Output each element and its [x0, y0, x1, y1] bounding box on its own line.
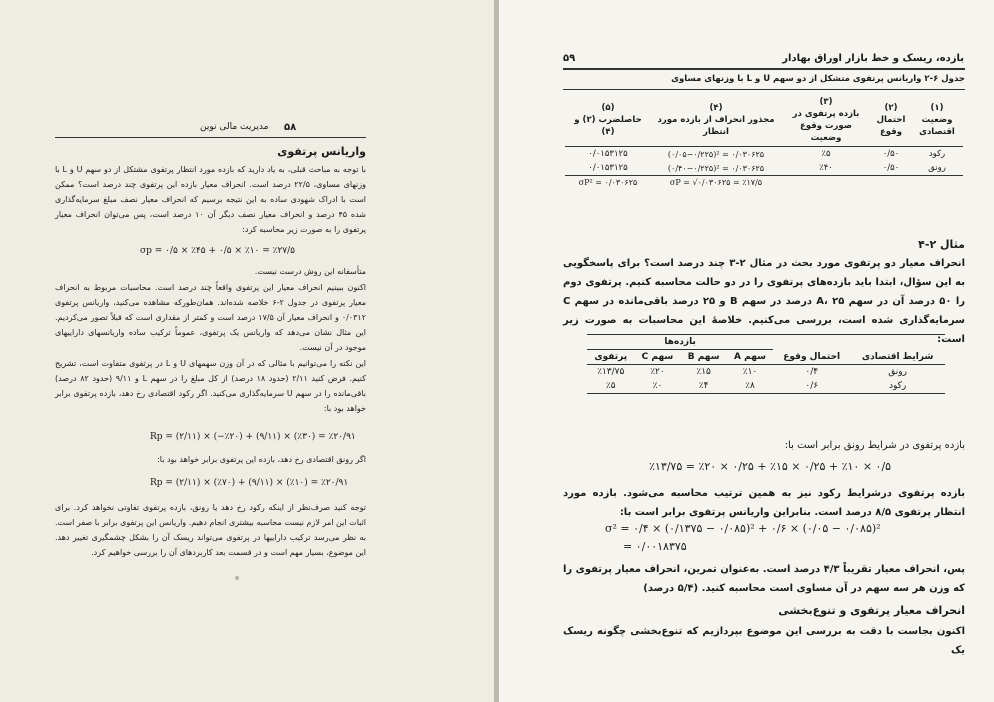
formula-naive-sd: σp = ۰/۵ × ٪۴۵ + ۰/۵ × ٪۱۰ = ٪۲۷/۵ [140, 246, 295, 256]
formula-boom-return: Rp = (۲/۱۱) × (٪۷۰) + (۹/۱۱) × (٪۱۰) = ٪۲۰/۹۱ [150, 478, 349, 488]
paragraph: اکنون ببینیم انحراف معیار این پرتفوی واقعاً چند درصد است. محاسبات مربوط به انحراف معیار پرتفوی در جدول ۲-۶ خلاصه شده‌اند. همان‌طورکه مشاهده می‌کنید، واریانس پرتفوی ۰/۰۳۱۲ و انحراف معیار آن ۱۷/۵ درصد است و کمتر از مقداری است که قبلاً تصور می‌کردیم. این مثال نشان می‌دهد که واریانس یک پرتفوی، عموماً ترکیب ساده واریانسهای داراییهای موجود در آن نیست. [55, 283, 366, 352]
column-header: (۱) وضعیت اقتصادی [911, 94, 963, 147]
returns-group-header: بازده‌ها [587, 335, 773, 350]
right-page [499, 0, 994, 702]
paragraph: این نکته را می‌توانیم با مثالی که در آن وزن سهمهای U و L در پرتفوی متفاوت است، تشریح کنیم. فرض کنید ۲/۱۱ (حدود ۱۸ درصد) از کل مبلغ را در سهم L و ۹/۱۱ (حدود ۸۲ درصد) باقی‌مانده را در سهم U سرمایه‌گذاری می‌کنید. اگر رکود اقتصادی رخ دهد، بازده پرتفوی برابر خواهد بود با: [55, 359, 367, 413]
column-header: سهم C [634, 350, 680, 365]
table-row [587, 365, 945, 380]
table-top-rule [563, 89, 965, 90]
paragraph: با توجه به مباحث قبلی، به یاد دارید که بازده مورد انتظار پرتفوی مشتکل از دو سهم U و L با وزنهای مساوی، ۲۲/۵ درصد است. انحراف معیار بازده این پرتفوی چند درصد است؟ ممکن است با ادراک شهودی ساده به این نتیجه برسیم که انحراف معیار نصف مبلغ سرمایه‌گذاری شده ۴۵ درصد و انحراف معیار نصف دیگر آن ۱۰ درصد است، پس می‌توان انحراف معیار پرتفوی را به صورت زیر محاسبه کرد: [55, 165, 366, 234]
section-title: انحراف معیار پرتفوی و تنوع‌بخشی [778, 604, 965, 617]
paragraph: اگر رونق اقتصادی رخ دهد، بازده این پرتفوی برابر خواهد بود با: [157, 455, 366, 464]
table-row [565, 161, 963, 176]
table-summary-row [565, 176, 963, 190]
paragraph: انحراف معیار دو پرتفوی مورد بحث در مثال ۲-۳ چند درصد است؟ برای پاسخگویی به این سؤال، ابتدا باید بازده‌های پرتفوی را در دو حالت محاسبه کنیم. پرتفوی دوم را ۵۰ درصد آن در سهم A، ۲۵ درصد در سهم B و ۲۵ درصد باقی‌مانده در سهم C سرمایه‌گذاری شده است، بررسی می‌کنیم. خلاصهٔ این محاسبات به صورت زیر است: [563, 258, 966, 345]
cell: ٪۱۵ [696, 367, 711, 377]
column-header: (۴) مجذور انحراف از بازده مورد انتظار [651, 94, 781, 147]
page-number: ۵۸ [284, 122, 297, 133]
cell: ۰/۴ [805, 367, 819, 377]
paragraph: بازده پرتفوی درشرایط رکود نیز به همین ترتیب محاسبه می‌شود. بازده مورد انتظار پرتفوی ۸/۵ درصد است. بنابراین واریانس پرتفوی برابر است با: [563, 488, 965, 518]
column-header: پرتفوی [587, 350, 634, 365]
column-header: سهم A [727, 350, 773, 365]
cell-probability: ۰/۵۰ [882, 149, 900, 159]
cell: ٪۸ [727, 379, 773, 394]
column-header: شرایط اقتصادی [850, 350, 945, 365]
cell-return: ٪۵ [821, 149, 831, 159]
column-header: (۳) بازده پرتفوی در صورت وقوع وضعیت [781, 94, 871, 147]
formula-boom-return: ٪۱۳/۷۵ = ٪۲۰ × ۰/۲۵ + ٪۱۵ × ۰/۲۵ + ٪۱۰ × ۰/۵ [649, 460, 892, 473]
cell: ۰/۶ [773, 379, 850, 394]
paragraph: اکنون بجاست با دقت به بررسی این موضوع بپردازیم که تنوع‌بخشی چگونه ریسک یک [563, 626, 965, 656]
example-returns-table [587, 334, 945, 394]
cell-product: ۰/۰۱۵۳۱۲۵ [588, 163, 628, 173]
formula-recession-return: Rp = (۲/۱۱) × (−٪۲۰) + (۹/۱۱) × (٪۳۰) = ٪۲۰/۹۱ [150, 432, 356, 442]
cell: رکود [850, 379, 945, 394]
cell-state: رونق [928, 163, 946, 173]
cell: ٪۱۰ [742, 367, 758, 377]
cell-state: رکود [928, 149, 946, 159]
header-rule [55, 137, 366, 138]
portfolio-variance-table [565, 94, 963, 189]
formula-variance-result: = ۰/۰۰۱۸۳۷۵ [623, 540, 687, 553]
page-speck [235, 576, 239, 580]
page-running-title: بازده، ریسک و خط بازار اوراق بهادار [782, 53, 964, 64]
page-running-title: مدیریت مالی نوین [200, 122, 269, 132]
example-title: مثال ۲-۴ [918, 238, 965, 251]
page-number: ۵۹ [563, 53, 576, 64]
cell-probability: ۰/۵۰ [882, 163, 900, 173]
cell-portfolio-sd: σP = √۰/۰۳۰۶۲۵ = ٪۱۷/۵ [651, 176, 781, 190]
cell: ٪۰ [634, 379, 680, 394]
column-header: (۲) احتمال وقوع [871, 94, 911, 147]
paragraph: متأسفانه این روش درست نیست. [254, 267, 366, 276]
column-header: احتمال وقوع [773, 350, 850, 365]
cell-portfolio-variance: σP² = ۰/۰۳۰۶۲۵ [565, 176, 651, 190]
section-title: واریانس پرتفوی [277, 145, 366, 158]
cell: ٪۱۳/۷۵ [597, 367, 625, 377]
cell-return: ٪۴۰ [819, 163, 833, 173]
cell-squared-deviation: (۰/۴۰−۰/۲۲۵)² = ۰/۰۳۰۶۲۵ [667, 163, 765, 173]
header-rule [563, 68, 965, 70]
table-row [587, 379, 945, 394]
cell-product: ۰/۰۱۵۳۱۲۵ [588, 149, 628, 159]
paragraph: بازده پرتفوی در شرایط رونق برابر است با: [784, 440, 965, 451]
column-header: (۵) حاصلضرب (۲) و (۴) [565, 94, 651, 147]
cell: ٪۲۰ [650, 367, 665, 377]
cell: ٪۵ [587, 379, 634, 394]
table-caption: جدول ۶-۲ واریانس پرتفوی متشکل از دو سهم U و L با وزنهای مساوی [671, 74, 965, 84]
cell: ٪۴ [680, 379, 726, 394]
cell: رونق [888, 367, 907, 377]
paragraph: توجه کنید صرف‌نظر از اینکه رکود رخ دهد یا رونق، بازده پرتفوی تفاوتی نخواهد کرد. برای اثبات این امر لازم نیست محاسبه بیشتری انجام دهیم. واریانس این پرتفوی برابر با صفر است. به نظر می‌رسد ترکیب داراییها در پرتفوی می‌تواند ریسک آن را بشکل چشمگیری تغییر دهد. این موضوع، بسیار مهم است و در قسمت بعد کاربردهای آن را بررسی خواهیم کرد. [55, 503, 366, 557]
formula-variance: σ² = ۰/۴ × (۰/۱۳۷۵ − ۰/۰۸۵)² + ۰/۶ × (۰/۰۵ − ۰/۰۸۵)² [605, 522, 881, 535]
cell-squared-deviation: (۰/۰۵−۰/۲۲۵)² = ۰/۰۳۰۶۲۵ [667, 149, 765, 159]
left-page [0, 0, 494, 702]
paragraph: پس، انحراف معیار تقریباً ۴/۳ درصد است. به‌عنوان تمرین، انحراف معیار پرتفوی را که وزن هر سه سهم در آن مساوی است محاسبه کنید. (۵/۴ درصد) [563, 564, 966, 594]
table-row [565, 147, 963, 162]
column-header: سهم B [680, 350, 726, 365]
